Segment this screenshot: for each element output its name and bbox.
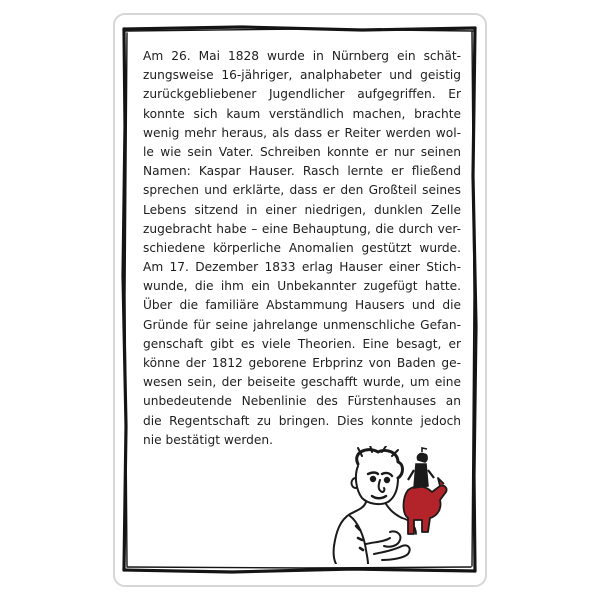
text-line: nie bestätigt werden. xyxy=(143,432,273,447)
text-line: Namen: Kaspar Hauser. Rasch lernte er fließend xyxy=(143,164,461,179)
text-line: sprechen und erklärte, dass er den Großteil seines xyxy=(143,183,461,198)
text-line: genschaft gibt es viele Theorien. Eine besagt, er xyxy=(143,336,461,351)
text-line: Am 17. Dezember 1833 erlag Hauser einer Stich- xyxy=(143,260,461,275)
text-line: wunde, die ihm ein Unbekannter zugefügt hatte. xyxy=(143,279,461,294)
text-line: die Regentschaft zu bringen. Dies konnte jedoch xyxy=(143,413,461,428)
text-line: wesen sein, der beiseite geschafft wurde, um eine xyxy=(143,375,461,390)
text-line: könne der 1812 geborene Erbprinz von Baden ge- xyxy=(143,356,461,370)
text-line: wenig mehr heraus, als dass er Reiter werden wol- xyxy=(143,125,461,140)
text-line: zugebracht habe – eine Behauptung, die durch ver- xyxy=(143,221,461,236)
text-line: unbedeutende Nebenlinie des Fürstenhauses an xyxy=(143,394,461,409)
text-line: zurückgebliebener Jugendlicher aufgegriffen. Er xyxy=(143,87,461,102)
text-line: Über die familiäre Abstammung Hausers und die xyxy=(143,298,461,313)
text-line: Gründe für seine jahrelange unmenschliche Gefan- xyxy=(143,317,461,332)
text-line: konnte sich kaum verständlich machen, brachte xyxy=(143,106,461,121)
text-line: Am 26. Mai 1828 wurde in Nürnberg ein schät- xyxy=(143,49,461,63)
text-line: zungsweise 16-jähriger, analphabeter und geistig xyxy=(143,68,461,83)
text-line: schiedene körperliche Anomalien gestützt wurde. xyxy=(143,240,461,255)
kaspar-hauser-illustration-icon xyxy=(328,446,473,564)
text-line: le wie sein Vater. Schreiben konnte er nur seinen xyxy=(143,144,461,159)
text-line: Lebens sitzend in einer niedrigen, dunklen Zelle xyxy=(143,202,461,217)
story-text xyxy=(143,47,461,450)
